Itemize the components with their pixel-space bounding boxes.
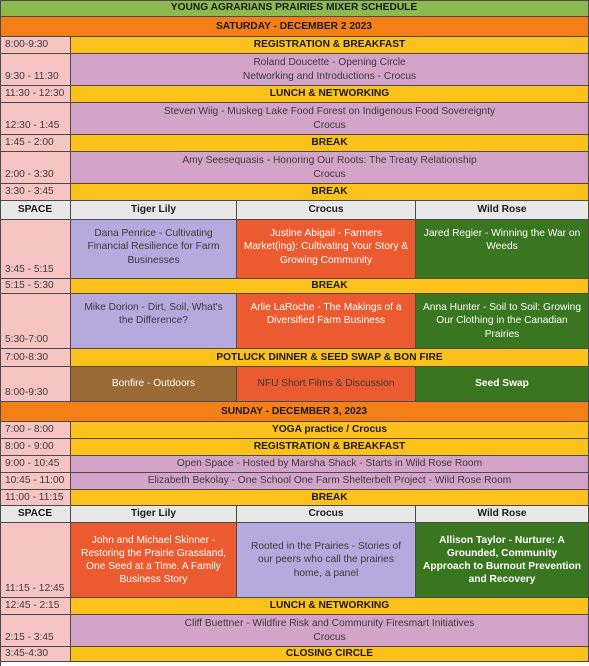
event-potluck-dinner-seed-swap-bon-fire: POTLUCK DINNER & SEED SWAP & BON FIRE <box>71 349 589 367</box>
session-wild-rose: Anna Hunter - Soil to Soil: Growing Our Clothing in the Canadian Prairies <box>416 294 589 349</box>
event-break: BREAK <box>71 490 589 506</box>
time-slot: 9:00 - 10:45 <box>0 456 71 473</box>
room-header-wild-rose: Wild Rose <box>416 201 589 220</box>
space-column-header: SPACE <box>0 506 71 523</box>
room-header-crocus: Crocus <box>237 506 416 523</box>
time-slot: 11:00 - 11:15 <box>0 490 71 506</box>
time-slot: 12:30 - 1:45 <box>0 103 71 135</box>
day-heading: SATURDAY - DECEMBER 2 2023 <box>0 17 589 37</box>
day-heading: SUNDAY - DECEMBER 3, 2023 <box>0 402 589 422</box>
event-closing-circle: CLOSING CIRCLE <box>71 647 589 662</box>
event-steven-wiig-muskeg-lake-food-forest-on-indigenous-food-sovereignty: Steven Wiig - Muskeg Lake Food Forest on Indigenous Food Sovereignty Crocus <box>71 103 589 135</box>
session-crocus: Rooted in the Prairies - Stories of our peers who call the prairies home, a panel <box>237 523 416 598</box>
event-yoga-practice-crocus: YOGA practice / Crocus <box>71 422 589 439</box>
time-slot: 5:15 - 5:30 <box>0 279 71 294</box>
time-slot: 3:45 - 5:15 <box>0 220 71 279</box>
session-tiger-lily: John and Michael Skinner - Restoring the Prairie Grassland, One Seed at a Time. A Family Business Story <box>71 523 237 598</box>
time-slot: 1:45 - 2:00 <box>0 135 71 152</box>
event-amy-seesequasis-honoring-our-roots-the-treaty-relationship: Amy Seesequasis - Honoring Our Roots: The Treaty Relationship Crocus <box>71 152 589 184</box>
time-slot: 9:30 - 11:30 <box>0 54 71 86</box>
room-header-wild-rose: Wild Rose <box>416 506 589 523</box>
event-break: BREAK <box>71 279 589 294</box>
event-roland-doucette-opening-circle: Roland Doucette - Opening Circle Networking and Introductions - Crocus <box>71 54 589 86</box>
time-slot: 11:15 - 12:45 <box>0 523 71 598</box>
room-header-tiger-lily: Tiger Lily <box>71 506 237 523</box>
event-cliff-buettner-wildfire-risk-and-community-firesmart-initiatives: Cliff Buettner - Wildfire Risk and Community Firesmart Initiatives Crocus <box>71 615 589 647</box>
time-slot: 7:00-8:30 <box>0 349 71 367</box>
time-slot: 8:00 - 9:00 <box>0 439 71 456</box>
event-registration-breakfast: REGISTRATION & BREAKFAST <box>71 37 589 54</box>
session-wild-rose: Jared Regier - Winning the War on Weeds <box>416 220 589 279</box>
space-column-header: SPACE <box>0 201 71 220</box>
time-slot: 5:30-7:00 <box>0 294 71 349</box>
time-slot: 11:30 - 12:30 <box>0 86 71 103</box>
time-slot: 3:45-4:30 <box>0 647 71 662</box>
evening-bonfire: Bonfire - Outdoors <box>71 367 237 402</box>
schedule-title: YOUNG AGRARIANS PRAIRIES MIXER SCHEDULE <box>0 0 589 17</box>
time-slot: 7:00 - 8:00 <box>0 422 71 439</box>
room-header-crocus: Crocus <box>237 201 416 220</box>
session-tiger-lily: Mike Dorion - Dirt, Soil, What's the Difference? <box>71 294 237 349</box>
time-slot: 8:00-9:30 <box>0 367 71 402</box>
event-open-space-hosted-by-marsha-shack-starts-in-wild-rose-room: Open Space - Hosted by Marsha Shack - Starts in Wild Rose Room <box>71 456 589 473</box>
session-crocus: Justine Abigail - Farmers Market(ing): Cultivating Your Story & Growing Community <box>237 220 416 279</box>
event-break: BREAK <box>71 135 589 152</box>
session-tiger-lily: Dana Penrice - Cultivating Financial Resilience for Farm Businesses <box>71 220 237 279</box>
event-registration-breakfast: REGISTRATION & BREAKFAST <box>71 439 589 456</box>
time-slot: 8:00-9:30 <box>0 37 71 54</box>
evening-seed-swap: Seed Swap <box>416 367 589 402</box>
session-wild-rose: Allison Taylor - Nurture: A Grounded, Community Approach to Burnout Prevention and Recovery <box>416 523 589 598</box>
event-break: BREAK <box>71 184 589 201</box>
event-elizabeth-bekolay-one-school-one-farm-shelterbelt-project-wild-rose-room: Elizabeth Bekolay - One School One Farm Shelterbelt Project - Wild Rose Room <box>71 473 589 490</box>
time-slot: 2:15 - 3:45 <box>0 615 71 647</box>
event-lunch-networking: LUNCH & NETWORKING <box>71 598 589 615</box>
time-slot: 3:30 - 3:45 <box>0 184 71 201</box>
time-slot: 10:45 - 11:00 <box>0 473 71 490</box>
evening-nfu-films: NFU Short Films & Discussion <box>237 367 416 402</box>
room-header-tiger-lily: Tiger Lily <box>71 201 237 220</box>
session-crocus: Arlie LaRoche - The Makings of a Diversified Farm Business <box>237 294 416 349</box>
time-slot: 2:00 - 3:30 <box>0 152 71 184</box>
event-lunch-networking: LUNCH & NETWORKING <box>71 86 589 103</box>
time-slot: 12:45 - 2:15 <box>0 598 71 615</box>
